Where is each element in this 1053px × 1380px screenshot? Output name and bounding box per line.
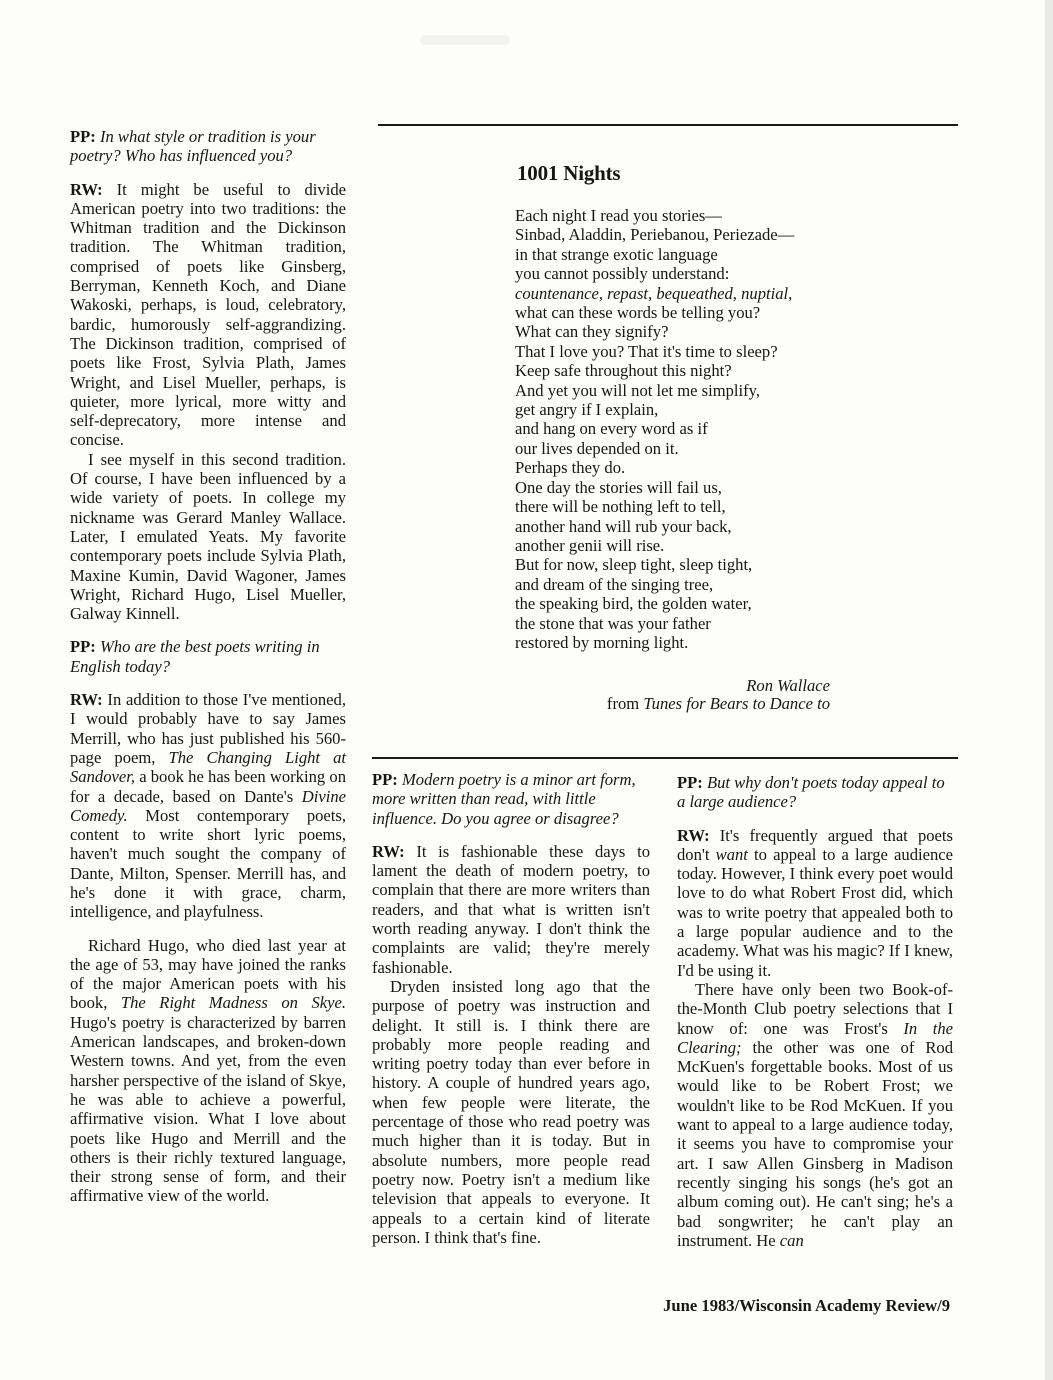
poem-line: what can these words be telling you?: [515, 303, 761, 323]
poem-line: get angry if I explain,: [515, 400, 659, 420]
poem-line: the stone that was your father: [515, 613, 711, 633]
source-prefix: from: [606, 694, 644, 713]
question-text: But why don't poets today appeal to a large audience?: [677, 773, 945, 812]
answer-dryden: Dryden insisted long ago that the purpose of poetry was instruction and delight. It still is. I think there are probably more people reading and writing poetry today than ever before in history. A couple of hundred years ago, when few people were literate, the percentage of those who read poetry was much higher than it is today. But in absolute numbers, more people read poetry now. Poetry isn't a medium like television that appeals to everyone. It appeals to a certain kind of literate person. I think that's fine.: [372, 976, 650, 1247]
poem-line: Each night I read you stories—: [515, 206, 722, 225]
poem-bottom-rule: [372, 757, 958, 759]
poem-line: there will be nothing left to tell,: [515, 497, 726, 517]
answer-text: the other was one of Rod McKuen's forgettable books. Most of us would like to be Robert Frost; we wouldn't like to be Rod McKuen. If you want to appeal to a large audience today, it seems you have to compromise your art. I saw Allen Ginsberg in Madison recently singing his songs (he's got an album coming out). He can't sing; he's a bad songwriter; he can't play an instrument. He: [677, 1037, 953, 1250]
poem-line: and dream of the singing tree,: [515, 574, 714, 594]
poem-line: And yet you will not let me simplify,: [515, 380, 761, 400]
poem-line: But for now, sleep tight, sleep tight,: [515, 555, 753, 575]
poem-line: That I love you? That it's time to sleep?: [515, 341, 778, 361]
book-title: Divine Comedy.: [70, 786, 346, 825]
answer-influences: I see myself in this second tradition. Of course, I have been influenced by a wide variety of poets. In college my nickname was Gerard Manley Wallace. Later, I emulated Yeats. My favorite contemporary poets include Sylvia Plath, Maxine Kumin, David Wagoner, James Wright, Richard Hugo, Lisel Mueller, Galway Kinnell.: [70, 449, 346, 624]
scan-smudge: [420, 35, 510, 45]
poem-line: and hang on every word as if: [515, 419, 708, 439]
answer-traditions: [70, 180, 346, 450]
answer-text: It's frequently argued that poets don't: [677, 825, 953, 864]
question-large-audience: [677, 773, 953, 812]
poem-title: 1001 Nights: [517, 161, 621, 185]
speaker-label: RW:: [70, 179, 103, 199]
answer-fashionable: [372, 842, 650, 977]
poem-line: countenance, repast, bequeathed, nuptial,: [515, 283, 793, 303]
emphasis-word: want: [715, 844, 748, 864]
column-1: [70, 127, 346, 1206]
poem-line: One day the stories will fail us,: [515, 477, 722, 497]
question-text: In what style or tradition is your poetry? Who has influenced you?: [70, 127, 316, 166]
page-footer: June 1983/Wisconsin Academy Review/9: [663, 1296, 950, 1315]
answer-text: There have only been two Book-of-the-Month Club poetry selections that I know of: one was Frost's: [677, 979, 953, 1038]
poem-author: Ron Wallace: [746, 676, 830, 695]
poem-line: another hand will rub your back,: [515, 516, 732, 536]
question-text: Who are the best poets writing in English today?: [70, 637, 320, 676]
speaker-label: PP:: [70, 127, 96, 146]
poem-body: [515, 206, 794, 652]
answer-text: It might be useful to divide American poetry into two traditions: the Whitman tradition and the Dickinson tradition. The Whitman tradition, comprised of poets like Ginsberg, Berryman, Kenneth Koch, and Diane Wakoski, perhaps, is loud, celebratory, bardic, humorously self-aggrandizing. The Dickinson tradition, comprised of poets like Frost, Sylvia Plath, James Wright, and Lisel Mueller, perhaps, is quieter, more lyrical, more witty and self-deprecatory, more intense and concise.: [70, 179, 346, 450]
emphasis-word: can: [779, 1230, 804, 1250]
poem-line: Sinbad, Aladdin, Periebanou, Periezade—: [515, 225, 795, 245]
answer-text: Richard Hugo, who died last year at the age of 53, may have joined the ranks of the major American poets with his book,: [70, 935, 346, 1013]
poem-line: our lives depended on it.: [515, 438, 679, 458]
book-title: The Right Madness on Skye.: [120, 993, 346, 1013]
speaker-label: RW:: [677, 825, 710, 845]
poem-line: What can they signify?: [515, 322, 669, 342]
poem-line: the speaking bird, the golden water,: [515, 594, 752, 614]
answer-text: to appeal to a large audience today. However, I think every poet would love to do what Robert Frost did, which was to write poetry that appealed both to a large popular audience and to the academy. What was his magic? If I knew, I'd be using it.: [677, 844, 953, 980]
answer-text: It is fashionable these days to lament the death of modern poetry, to complain that there are more writers than readers, and that what is written isn't worth reading anyway. I don't think the complaints are valid; they're merely fashionable.: [372, 841, 650, 977]
answer-text: In addition to those I've mentioned, I would probably have to say James Merrill, who has just published his 560-page poem,: [70, 690, 346, 767]
book-title: The Changing Light at Sandover,: [70, 747, 346, 787]
page-edge: [1045, 0, 1053, 1380]
column-2: [372, 770, 650, 1247]
poem-line: restored by morning light.: [515, 632, 689, 652]
poem-line: Perhaps they do.: [515, 458, 626, 478]
question-minor-art: [372, 770, 650, 828]
poem-top-rule: [378, 124, 958, 126]
poem-line: Keep safe throughout this night?: [515, 361, 732, 381]
speaker-label: PP:: [70, 637, 96, 657]
source-book-title: Tunes for Bears to Dance to: [643, 694, 830, 713]
speaker-label: PP:: [677, 773, 703, 792]
answer-book-of-month: [677, 980, 953, 1250]
answer-hugo: [70, 936, 346, 1206]
question-text: Modern poetry is a minor art form, more written than read, with little influence. Do you agree or disagree?: [372, 770, 636, 828]
column-3: [677, 773, 953, 1250]
answer-text: Hugo's poetry is characterized by barren American landscapes, and broken-down Western towns. And yet, from the even harsher perspective of the island of Skye, he was able to achieve a powerful, affirmative vision. What I love about poets like Hugo and Merrill and the others is their richly textured language, their strong sense of form, and their affirmative view of the world.: [70, 1012, 346, 1206]
answer-frost: [677, 826, 953, 980]
speaker-label: RW:: [372, 841, 405, 861]
question-style-tradition: [70, 127, 346, 166]
answer-text: a book he has been working on for a decade, based on Dante's: [70, 767, 346, 806]
poem-line: in that strange exotic language: [515, 244, 718, 264]
speaker-label: RW:: [70, 690, 103, 710]
speaker-label: PP:: [372, 770, 398, 789]
poem-source: [520, 694, 830, 713]
poem-line: another genii will rise.: [515, 535, 665, 555]
question-best-poets: [70, 637, 346, 676]
answer-text: Most contemporary poets, content to write short lyric poems, haven't much sought the company of Dante, Milton, Spenser. Merrill has, and he's done it with grace, charm, intelligence, and playfulness.: [70, 805, 346, 922]
answer-merrill: [70, 690, 346, 922]
poem-line: you cannot possibly understand:: [515, 264, 730, 284]
book-title: In the Clearing;: [677, 1018, 953, 1057]
